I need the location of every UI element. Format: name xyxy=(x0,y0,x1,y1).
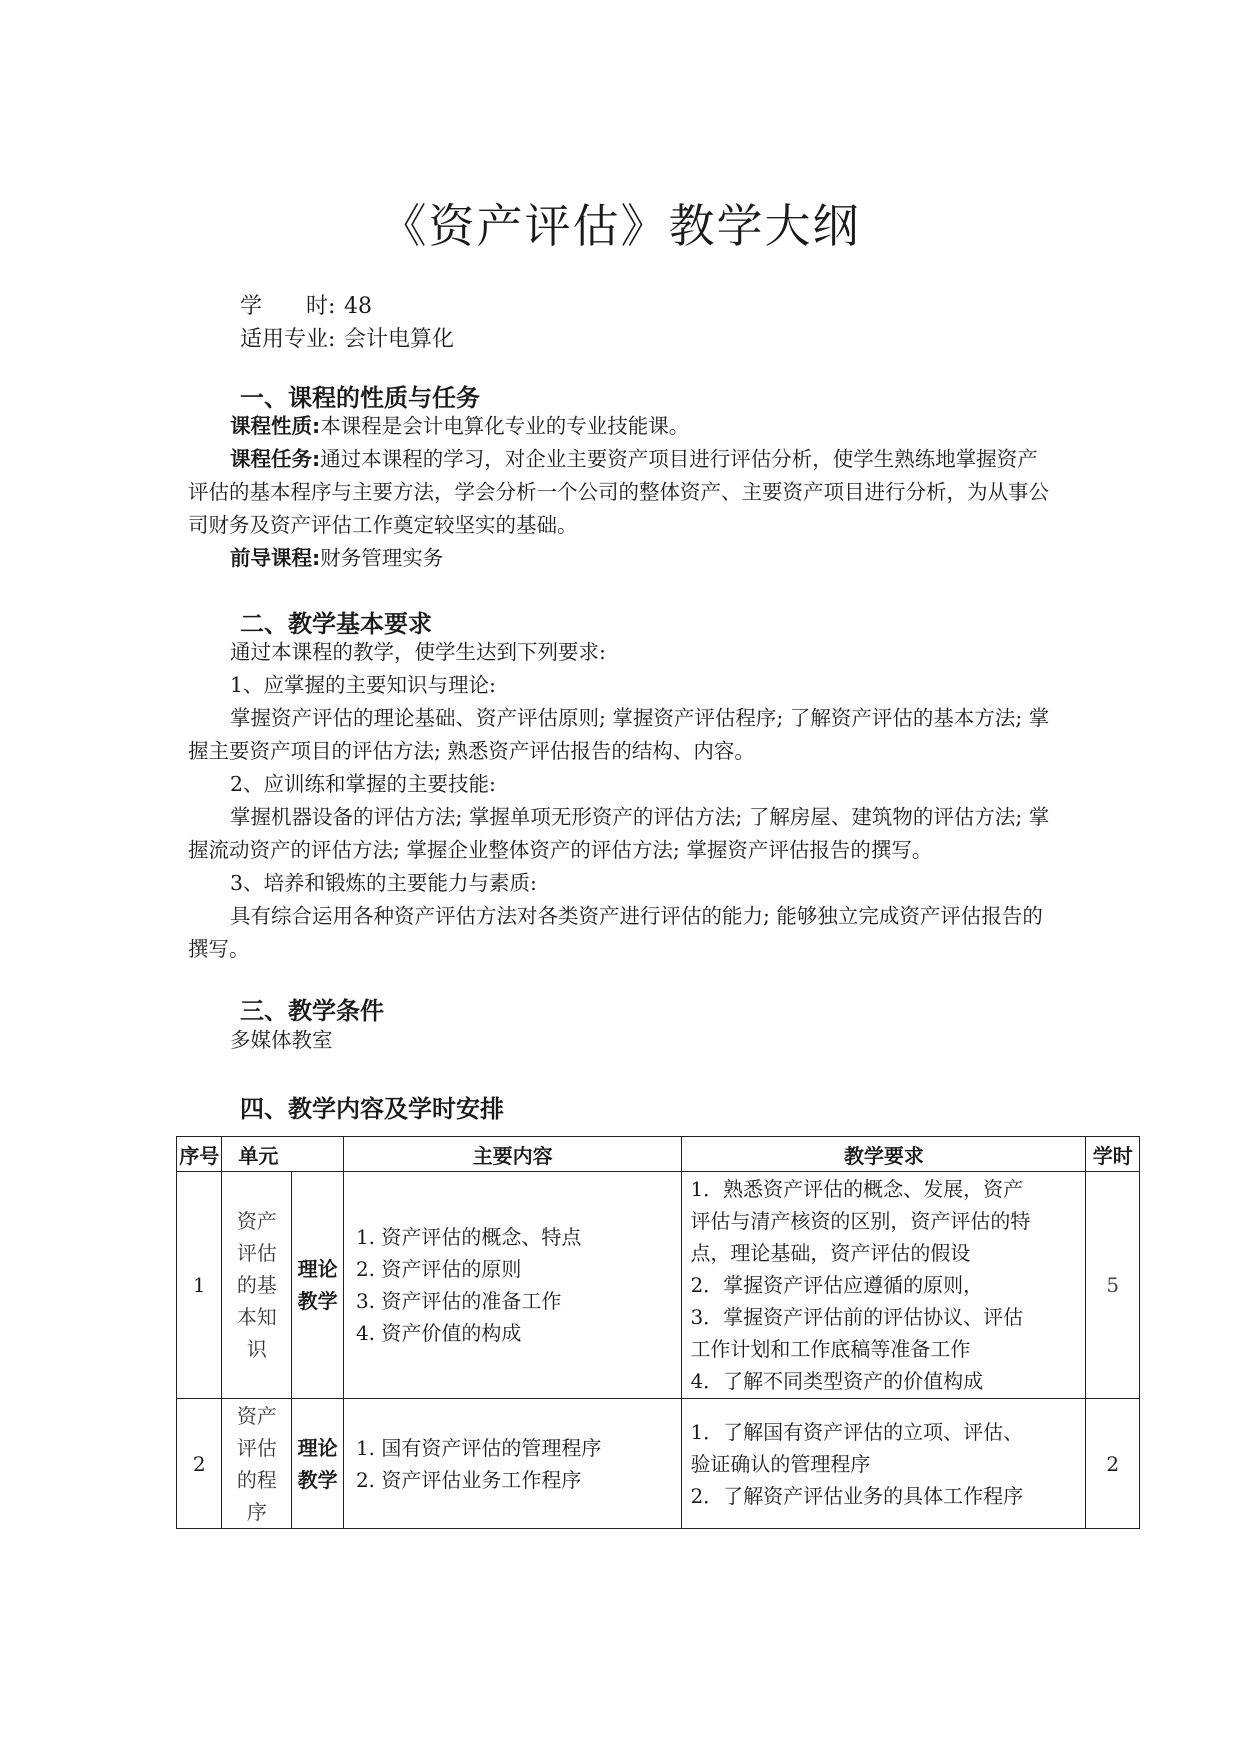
header-no: 序号 xyxy=(177,1137,222,1172)
section2-item3-text: 具有综合运用各种资产评估方法对各类资产进行评估的能力; 能够独立完成资产评估报告的撰写。 xyxy=(188,904,1043,961)
row-requirements xyxy=(682,1172,1086,1399)
section1-task xyxy=(188,443,1056,542)
nature-text: 本课程是会计电算化专业的专业技能课。 xyxy=(320,414,690,438)
prereq-label: 前导课程: xyxy=(230,546,321,570)
section1-nature xyxy=(188,410,1056,443)
section2-item3-title: 3、培养和锻炼的主要能力与素质: xyxy=(230,871,537,895)
content-item: 3. 资产评估的准备工作 xyxy=(355,1289,562,1313)
row-hours: 5 xyxy=(1086,1172,1140,1399)
section3-text: 多媒体教室 xyxy=(230,1028,333,1052)
unit-line: 资产 xyxy=(236,1209,277,1233)
section2-item1-text: 掌握资产评估的理论基础、资产评估原则; 掌握资产评估程序; 了解资产评估的基本方法; 掌握主要资产项目的评估方法; 熟悉资产评估报告的结构、内容。 xyxy=(188,706,1050,763)
table-row xyxy=(177,1172,1140,1399)
type-line: 理论 xyxy=(297,1435,338,1460)
unit-line: 资产 xyxy=(236,1403,277,1428)
schedule-table xyxy=(176,1136,1140,1529)
row-no: 1 xyxy=(177,1172,222,1399)
req-line: 验证确认的管理程序 xyxy=(690,1451,871,1476)
meta-major-value: 会计电算化 xyxy=(344,327,455,352)
type-line: 教学 xyxy=(297,1289,338,1313)
section2-item2-text: 掌握机器设备的评估方法; 掌握单项无形资产的评估方法; 了解房屋、建筑物的评估方法; 掌握流动资产的评估方法; 掌握企业整体资产的评估方法; 掌握资产评估报告的撰写。 xyxy=(188,805,1050,862)
table-row xyxy=(177,1399,1140,1529)
req-line: 1．了解国有资产评估的立项、评估、 xyxy=(690,1419,1024,1444)
meta-hours-value: 48 xyxy=(344,294,372,319)
type-line: 理论 xyxy=(297,1257,338,1281)
req-line: 评估与清产核资的区别，资产评估的特 xyxy=(690,1209,1031,1233)
unit-line: 的程 xyxy=(236,1467,277,1492)
task-label: 课程任务: xyxy=(230,447,321,471)
content-item: 1. 资产评估的概念、特点 xyxy=(355,1225,582,1249)
row-unit xyxy=(222,1399,292,1529)
prereq-text: 财务管理实务 xyxy=(320,546,444,570)
row-requirements xyxy=(682,1399,1086,1529)
unit-line: 序 xyxy=(246,1499,267,1524)
unit-line: 识 xyxy=(246,1337,267,1361)
req-line: 2．掌握资产评估应遵循的原则， xyxy=(690,1273,984,1297)
section2-item2-title: 2、应训练和掌握的主要技能: xyxy=(230,772,496,796)
unit-line: 本知 xyxy=(236,1305,277,1329)
section2-heading: 二、教学基本要求 xyxy=(240,610,432,638)
meta-hours xyxy=(240,289,372,320)
req-line: 工作计划和工作底稿等准备工作 xyxy=(690,1337,971,1361)
table-header-row xyxy=(177,1137,1140,1172)
row-no: 2 xyxy=(177,1399,222,1529)
meta-major-label: 适用专业: xyxy=(240,327,336,352)
req-line: 4．了解不同类型资产的价值构成 xyxy=(690,1369,984,1393)
section1-heading: 一、课程的性质与任务 xyxy=(240,384,480,412)
row-hours: 2 xyxy=(1086,1399,1140,1529)
row-content xyxy=(343,1399,681,1529)
req-line: 1．熟悉资产评估的概念、发展，资产 xyxy=(690,1177,1024,1201)
req-line: 2．了解资产评估业务的具体工作程序 xyxy=(690,1483,1024,1508)
header-hours: 学时 xyxy=(1086,1137,1140,1172)
meta-major xyxy=(240,322,454,353)
header-unit: 单元 xyxy=(222,1137,344,1172)
row-content xyxy=(343,1172,681,1399)
content-item: 1. 国有资产评估的管理程序 xyxy=(355,1435,602,1460)
section3-heading: 三、教学条件 xyxy=(240,997,384,1025)
type-line: 教学 xyxy=(297,1467,338,1492)
section2-item1-title: 1、应掌握的主要知识与理论: xyxy=(230,673,496,697)
meta-hours-label: 学 时: xyxy=(240,294,336,319)
req-line: 点，理论基础，资产评估的假设 xyxy=(690,1241,971,1265)
row-type xyxy=(292,1399,344,1529)
row-type xyxy=(292,1172,344,1399)
unit-line: 评估 xyxy=(236,1435,277,1460)
header-req: 教学要求 xyxy=(682,1137,1086,1172)
content-item: 4. 资产价值的构成 xyxy=(355,1321,522,1345)
document-title: 《资产评估》教学大纲 xyxy=(380,199,861,253)
content-item: 2. 资产评估业务工作程序 xyxy=(355,1467,582,1492)
section4-heading: 四、教学内容及学时安排 xyxy=(240,1095,504,1123)
task-text: 通过本课程的学习，对企业主要资产项目进行评估分析，使学生熟练地掌握资产评估的基本程序与主要方法，学会分析一个公司的整体资产、主要资产项目进行分析，为从事公司财务及资产评估工作奠定较坚实的基础。 xyxy=(188,447,1049,537)
row-unit xyxy=(222,1172,292,1399)
req-line: 3．掌握资产评估前的评估协议、评估 xyxy=(690,1305,1024,1329)
nature-label: 课程性质: xyxy=(230,414,321,438)
section2-intro: 通过本课程的教学，使学生达到下列要求: xyxy=(230,640,606,664)
section1-prereq xyxy=(188,542,1056,575)
unit-line: 评估 xyxy=(236,1241,277,1265)
header-content: 主要内容 xyxy=(343,1137,681,1172)
content-item: 2. 资产评估的原则 xyxy=(355,1257,522,1281)
unit-line: 的基 xyxy=(236,1273,277,1297)
